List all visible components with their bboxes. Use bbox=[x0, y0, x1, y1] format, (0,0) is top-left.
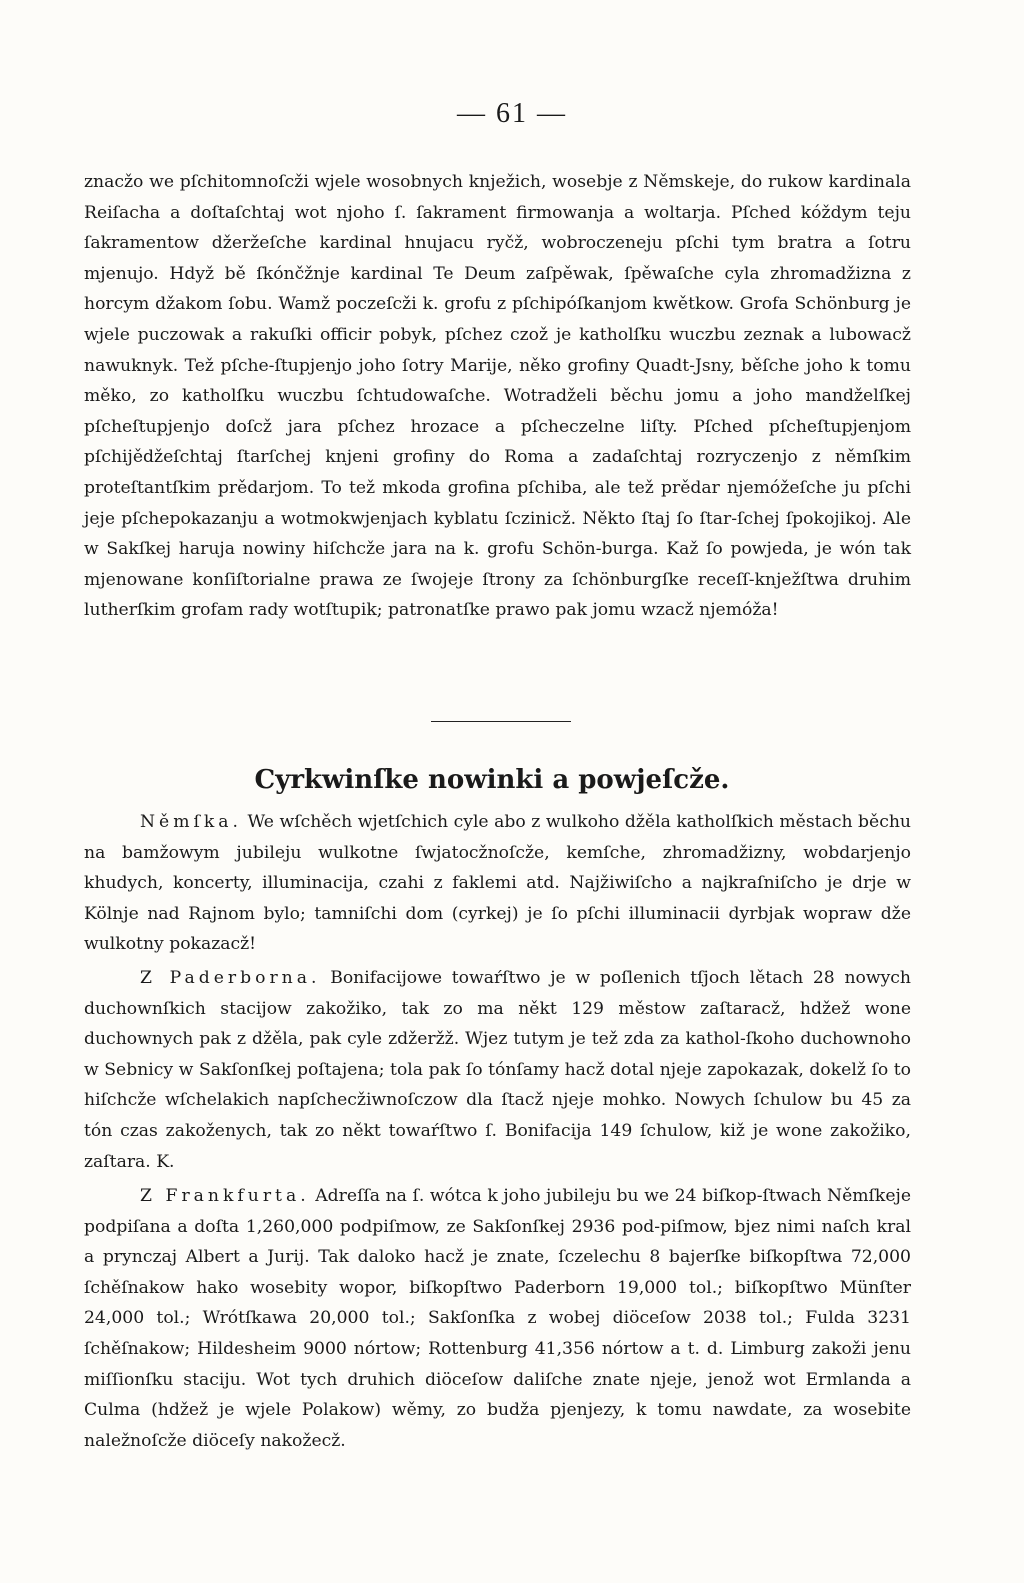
news-text: We wſchěch wjetſchich cyle abo z wulkoho džěla katholſkich městach běchu na bamžowym jubileju wulkotne ſwjatocžnoſcže, kemſche, zhromadžizny, wobdarjenjo khudych, koncerty, illuminacija, czahi z faklemi atd. Najžiwiſcho a najkraſniſcho je drje w Kölnje nad Rajnom bylo; tamniſchi dom (cyrkej) je ſo pſchi illuminacii dyrbjak wopraw dže wulkotny pokazacž! bbox=[84, 812, 911, 955]
news-place: Z Paderborna. bbox=[140, 968, 321, 988]
section-divider bbox=[431, 721, 571, 722]
news-item-germany bbox=[84, 807, 911, 960]
page-number: — 61 — bbox=[457, 98, 567, 129]
news-place: Z Frankfurta. bbox=[140, 1186, 310, 1206]
news-item-paderborn bbox=[84, 963, 911, 1177]
news-item-frankfurt bbox=[84, 1181, 911, 1456]
news-text: Adreſſa na ſ. wótca k joho jubileju bu we 24 biſkop-ſtwach Němſkeje podpiſana a doſta 1,260,000 podpiſmow, ze Sakſonſkej 2936 pod-piſmow, bjez nimi naſch kral a prynczaj Albert a Jurij. Tak daloko hacž je znate, ſczelechu 8 bajerſke biſkopſtwa 72,000 ſchěſnakow hako wosebity wopor, biſkopſtwo Paderborn 19,000 tol.; biſkopſtwo Münſter 24,000 tol.; Wrótſkawa 20,000 tol.; Sakſonſka z wobej diöceſow 2038 tol.; Fulda 3231 ſchěſnakow; Hildesheim 9000 nórtow; Rottenburg 41,356 nórtow a t. d. Limburg zakoži jenu miſſionſku staciju. Wot tych druhich diöceſow daliſche znate njeje, jenož wot Ermlanda a Culma (hdžež je wjele Polakow) wěmy, zo budža pjenjezy, k tomu nawdate, za wosebite naležnoſcže diöceſy nakožecž. bbox=[84, 1186, 912, 1451]
news-place: Němſka. bbox=[140, 812, 242, 832]
news-signature: K. bbox=[156, 1151, 175, 1172]
intro-paragraph: znacžo we pſchitomnoſcži wjele wosobnych knježich, wosebje z Němskeje, do rukow kardinala Reiſacha a doſtaſchtaj wot njoho ſ. ſakrament firmowanja a woltarja. Pſched kóždym teju ſakramentow džeržeſche kardinal hnujacu ryčž, wobroczeneju pſchi tym bratra a ſotru mjenujo. Hdyž bě ſkónčžnje kardinal Te Deum zaſpěwak, ſpěwaſche cyla zhromadžizna z horcym džakom ſobu. Wamž poczeſcži k. grofu z pſchipóſkanjom kwětkow. Grofa Schönburg je wjele puczowak a rakuſki officir pobyk, pſchez czož je katholſku wuczbu zeznak a lubowacž nawuknyk. Tež pſche-ſtupjenjo joho ſotry Marije, něko grofiny Quadt-Jsny, běſche joho k tomu měko, zo katholſku wuczbu ſchtudowaſche. Wotradželi běchu jomu a joho mandželſkej pſcheſtupjenjo doſcž jara pſchez hrozace a pſcheczelne liſty. Pſched pſcheſtupjenjom pſchijědžeſchtaj ſtarſchej knjeni grofiny do Roma a zadaſchtaj rozryczenjo z němſkim proteſtantſkim prědarjom. To tež mkoda grofina pſchiba, ale tež prědar njemóžeſche ju pſchi jeje pſchepokazanju a wotmokwjenjach kyblatu ſczinicž. Někto ſtaj ſo ſtar-ſchej ſpokojikoj. Ale w Sakſkej haruja nowiny hiſchcže jara na k. grofu Schön-burga. Kaž ſo powjeda, je wón tak mjenowane konſiſtorialne prawa ze ſwojeje ſtrony za ſchönburgſke receſſ-knježſtwa druhim lutherſkim grofam rady wotſtupik; patronatſke prawo pak jomu wzacž njemóža! bbox=[84, 172, 911, 621]
section-heading: Cyrkwinſke nowinki a powjeſcže. bbox=[254, 765, 730, 795]
news-text: Bonifacijowe towaŕſtwo je w poſlenich tſjoch lětach 28 nowych duchownſkich stacijow zakožiko, tak zo ma někt 129 městow zaſtaracž, hdžež wone duchownych pak z džěla, pak cyle zdžeržž. Wjez tutym je tež zda za kathol-ſkoho duchownoho w Sebnicy w Sakſonſkej poſtajena; tola pak ſo tónſamy hacž dotal njeje zapokazak, dokelž ſo to hiſchcže wſchelakich napſchecžiwnoſczow dla ſtacž njeje mohko. Nowych ſchulow bu 45 za tón czas zakoženych, tak zo někt towaŕſtwo ſ. Bonifacija 149 ſchulow, kiž je wone zakožiko, zaſtara. bbox=[84, 968, 912, 1172]
